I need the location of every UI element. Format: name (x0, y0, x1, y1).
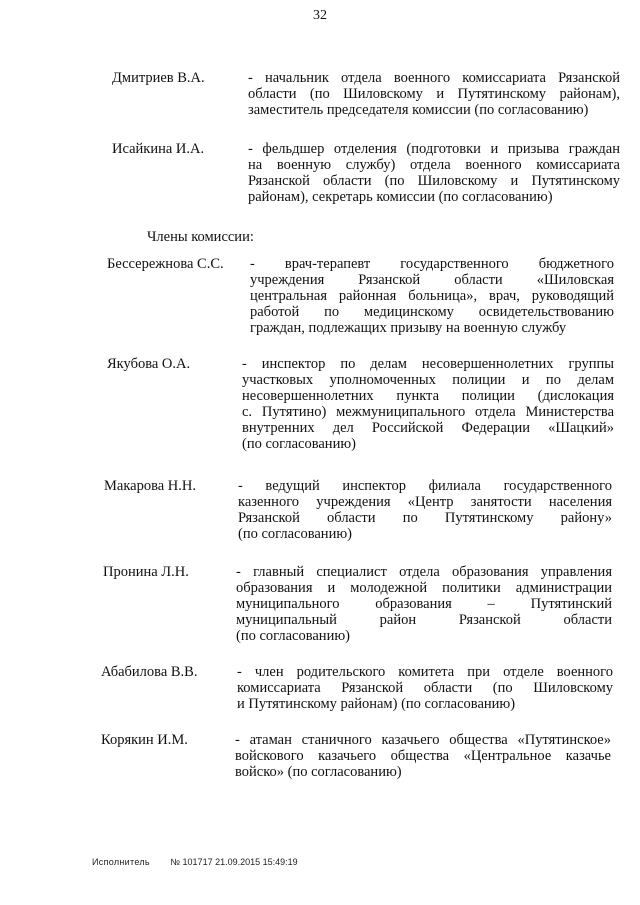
member-role (250, 256, 614, 336)
section-heading: Члены комиссии: (147, 229, 254, 245)
role-line: и Путятинскому районам) (по согласованию) (237, 696, 516, 712)
role-line: районам), секретарь комиссии (по согласованию) (248, 189, 553, 205)
role-line: войско» (по согласованию) (235, 764, 402, 780)
role-line: работой по медицинскому освидетельствованию (250, 304, 614, 320)
member-name: Абабилова В.В. (101, 664, 198, 680)
role-line: - инспектор по делам несовершеннолетних группы (242, 356, 614, 372)
role-line: (по согласованию) (238, 526, 352, 542)
role-line: заместитель председателя комиссии (по согласованию) (248, 102, 589, 118)
member-role (248, 141, 620, 205)
role-line: - главный специалист отдела образования управления (236, 564, 612, 580)
role-line: войскового казачьего общества «Центральное казачье (235, 748, 611, 764)
role-line: Рязанской области по Путятинскому району» (238, 510, 612, 526)
role-line: граждан, подлежащих призыву на военную службу (250, 320, 567, 336)
role-line: внутренних дел Российской Федерации «Шацкий» (242, 420, 614, 436)
role-line: несовершеннолетних пункта полиции (дислокация (242, 388, 614, 404)
member-role (242, 356, 614, 452)
role-line: области (по Шиловскому и Путятинскому районам), (248, 86, 620, 102)
role-line: комиссариата Рязанской области (по Шиловскому (237, 680, 613, 696)
member-name: Пронина Л.Н. (103, 564, 189, 580)
role-line: казенного учреждения «Центр занятости населения (238, 494, 612, 510)
member-name: Якубова О.А. (107, 356, 191, 372)
page-number: 32 (313, 8, 327, 23)
role-line: - фельдшер отделения (подготовки и призыва граждан (248, 141, 620, 157)
member-name: Макарова Н.Н. (104, 478, 196, 494)
role-line: Рязанской области (по Шиловскому и Путятинскому (248, 173, 620, 189)
member-role (236, 564, 612, 644)
member-role (238, 478, 612, 542)
role-line: центральная районная больница», врач, руководящий (250, 288, 614, 304)
document-footer (92, 857, 298, 867)
role-line: - врач-терапевт государственного бюджетного (250, 256, 614, 272)
member-role (248, 70, 620, 118)
role-line: (по согласованию) (242, 436, 356, 452)
member-name: Корякин И.М. (101, 732, 188, 748)
member-role (237, 664, 613, 712)
footer-doc-number: № 101717 21.09.2015 15:49:19 (170, 857, 298, 867)
role-line: муниципального образования – Путятинский (236, 596, 612, 612)
role-line: учреждения Рязанской области «Шиловская (250, 272, 614, 288)
role-line: образования и молодежной политики администрации (236, 580, 612, 596)
role-line: (по согласованию) (236, 628, 350, 644)
role-line: - ведущий инспектор филиала государственного (238, 478, 612, 494)
role-line: участковых уполномоченных полиции и по делам (242, 372, 614, 388)
footer-executor: Исполнитель (92, 857, 150, 867)
role-line: - начальник отдела военного комиссариата Рязанской (248, 70, 620, 86)
member-name: Дмитриев В.А. (112, 70, 205, 86)
member-role (235, 732, 611, 780)
member-name: Бессережнова С.С. (107, 256, 224, 272)
role-line: - член родительского комитета при отделе военного (237, 664, 613, 680)
role-line: - атаман станичного казачьего общества «Путятинское» (235, 732, 611, 748)
role-line: с. Путятино) межмуниципального отдела Министерства (242, 404, 614, 420)
member-name: Исайкина И.А. (112, 141, 205, 157)
role-line: муниципальный район Рязанской области (236, 612, 612, 628)
role-line: на военную службу) отдела военного комиссариата (248, 157, 620, 173)
